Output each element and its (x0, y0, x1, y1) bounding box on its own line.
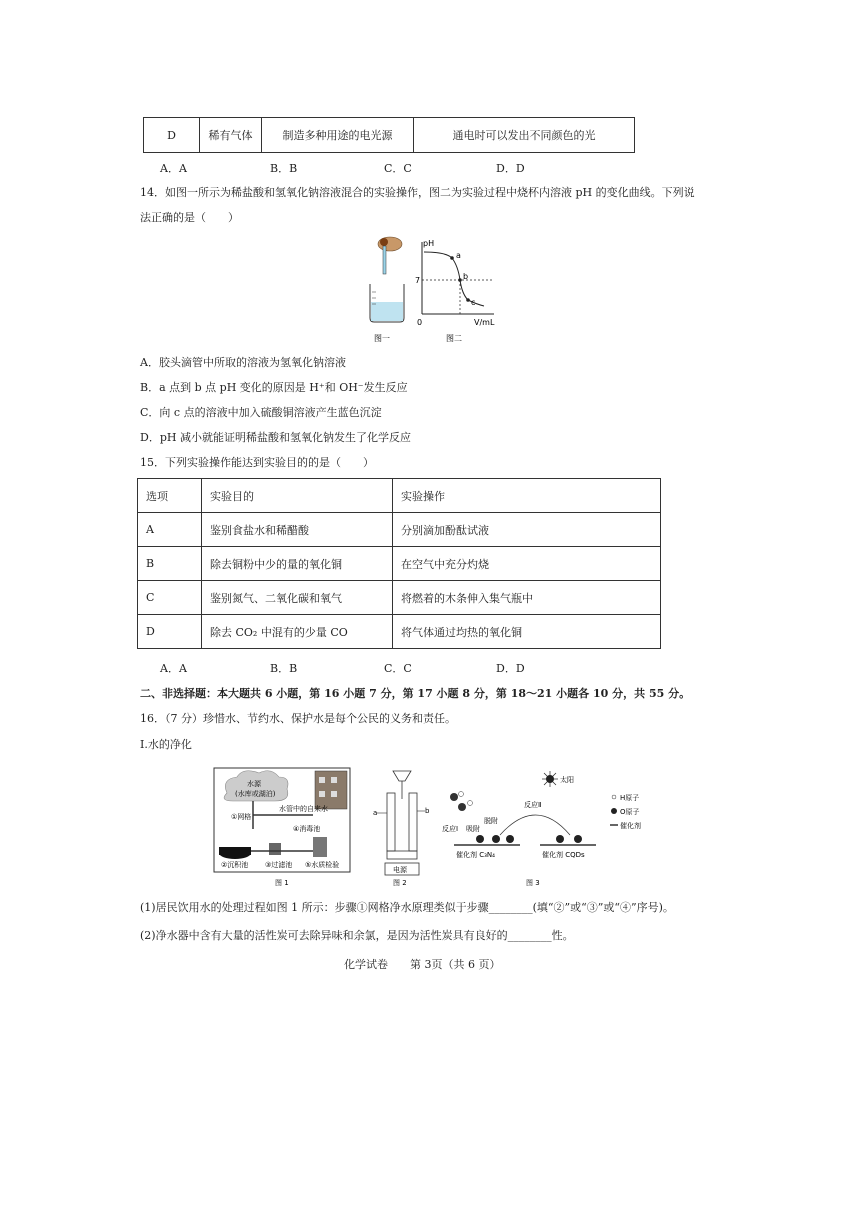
option-a: A．A (160, 662, 187, 675)
table-header: 选项 (138, 479, 202, 513)
table-row (138, 513, 661, 547)
legend-h: H原子 (620, 794, 640, 802)
step-label: ①网格 (231, 813, 252, 821)
step-label: ④消毒池 (293, 825, 321, 833)
funnel-icon (393, 771, 411, 781)
point-a-label: a (456, 251, 461, 260)
table-cell: A (138, 513, 202, 547)
table-row (138, 547, 661, 581)
top-table (143, 117, 635, 153)
q14-option-c: C．向 c 点的溶液中加入硫酸铜溶液产生蓝色沉淀 (140, 406, 382, 419)
label-b: b (425, 807, 430, 815)
table-row (138, 581, 661, 615)
table-cell: 除去 CO₂ 中混有的少量 CO (202, 615, 393, 649)
table-cell: D (138, 615, 202, 649)
reaction1-label: 反应Ⅰ (442, 825, 459, 833)
step-label: ⑤水质检验 (305, 861, 340, 869)
option-d: D．D (496, 662, 525, 675)
step-label: ③过滤池 (265, 861, 293, 869)
q14-option-a: A．胶头滴管中所取的溶液为氢氧化钠溶液 (140, 356, 346, 369)
option-c: C．C (384, 662, 412, 675)
fig1-caption: 图 1 (275, 879, 289, 887)
q14-option-d: D．pH 减小就能证明稀盐酸和氢氧化钠发生了化学反应 (140, 431, 411, 444)
legend-catalyst: 催化剂 (620, 822, 641, 830)
cloud-label-1: 水源 (247, 780, 261, 788)
table-cell: 在空气中充分灼烧 (393, 547, 661, 581)
label-a: a (373, 809, 378, 817)
tick-seven: 7 (415, 276, 421, 285)
electrolysis-figure (367, 767, 437, 889)
table-cell: 除去铜粉中少的量的氧化铜 (202, 547, 393, 581)
fig2-caption: 图 2 (393, 879, 407, 887)
table-cell: 通电时可以发出不同颜色的光 (414, 118, 635, 153)
option-a: A．A (160, 162, 187, 175)
table-cell: B (138, 547, 202, 581)
table-row (144, 118, 635, 153)
table-row (138, 615, 661, 649)
q15-table (137, 478, 661, 649)
step-label: 水管中的自来水 (279, 805, 328, 813)
table-cell: D (144, 118, 200, 153)
tube-right-icon (409, 793, 417, 851)
table-cell: 将气体通过均热的氧化铜 (393, 615, 661, 649)
q14-figure (360, 232, 510, 344)
tube-left-icon (387, 793, 395, 851)
q14-stem-line1: 14．如图一所示为稀盐酸和氢氧化钠溶液混合的实验操作，图二为实验过程中烧杯内溶液 pH 的变化曲线。下列说 (140, 186, 695, 199)
table-cell: 将燃着的木条伸入集气瓶中 (393, 581, 661, 615)
step-label: ②沉积池 (221, 861, 249, 869)
option-b: B．B (270, 662, 298, 675)
q16-stem: 16．（7 分）珍惜水、节约水、保护水是每个公民的义务和责任。 (140, 712, 456, 725)
building-icon (315, 771, 347, 809)
option-c: C．C (384, 162, 412, 175)
table-cell: 分别滴加酚酞试液 (393, 513, 661, 547)
table-cell: 稀有气体 (200, 118, 262, 153)
q15-stem: 15．下列实验操作能达到实验目的的是（ ） (140, 456, 374, 469)
power-label: 电源 (393, 866, 407, 874)
catalyst2-label: 催化剂 CQDs (542, 851, 585, 859)
reaction2-label: 反应Ⅱ (524, 801, 542, 809)
water-treatment-figure (213, 767, 353, 889)
section-heading: 二、非选择题：本大题共 6 小题，第 16 小题 7 分，第 17 小题 8 分，第 18～21 小题各 10 分，共 55 分。 (140, 687, 691, 700)
sun-icon (542, 771, 558, 787)
q16-sub2: (2)净水器中含有大量的活性炭可去除异味和余氯，是因为活性炭具有良好的________性。 (140, 929, 574, 942)
fig2-caption: 图二 (446, 334, 462, 343)
table-cell: 制造多种用途的电光源 (262, 118, 414, 153)
option-b: B．B (270, 162, 298, 175)
q16-sub1: (1)居民饮用水的处理过程如图 1 所示：步骤①网格净水原理类似于步骤________(填“②”或“③”或“④”序号)。 (140, 901, 674, 914)
desorb-label: 脱附 (484, 817, 498, 825)
axis-x-label: V/mL (474, 318, 495, 327)
axis-y-label: pH (423, 239, 435, 248)
table-header: 实验目的 (202, 479, 393, 513)
dropper-icon (383, 246, 386, 274)
cloud-label-2: (水库或湖泊) (235, 790, 276, 798)
option-d: D．D (496, 162, 525, 175)
fig1-caption: 图一 (374, 334, 390, 343)
page-footer: 化学试卷 第 3页（共 6 页） (344, 958, 501, 971)
photocatalysis-figure (440, 767, 655, 889)
point-c-label: c (471, 298, 476, 307)
table-cell: C (138, 581, 202, 615)
q14-option-b: B．a 点到 b 点 pH 变化的原因是 H⁺和 OH⁻发生反应 (140, 381, 408, 394)
catalyst1-label: 催化剂 C₃N₄ (456, 851, 495, 859)
sun-label: 太阳 (560, 776, 574, 784)
legend-o: O原子 (620, 808, 640, 816)
fig3-caption: 图 3 (526, 879, 540, 887)
point-b-label: b (463, 272, 469, 281)
q16-part-title: Ⅰ.水的净化 (140, 738, 192, 751)
adsorb-label: 吸附 (466, 825, 480, 833)
q14-stem-line2: 法正确的是（ ） (140, 211, 239, 224)
table-cell: 鉴别食盐水和稀醋酸 (202, 513, 393, 547)
table-header: 实验操作 (393, 479, 661, 513)
table-cell: 鉴别氮气、二氧化碳和氧气 (202, 581, 393, 615)
origin-label: 0 (417, 318, 423, 327)
table-header-row (138, 479, 661, 513)
